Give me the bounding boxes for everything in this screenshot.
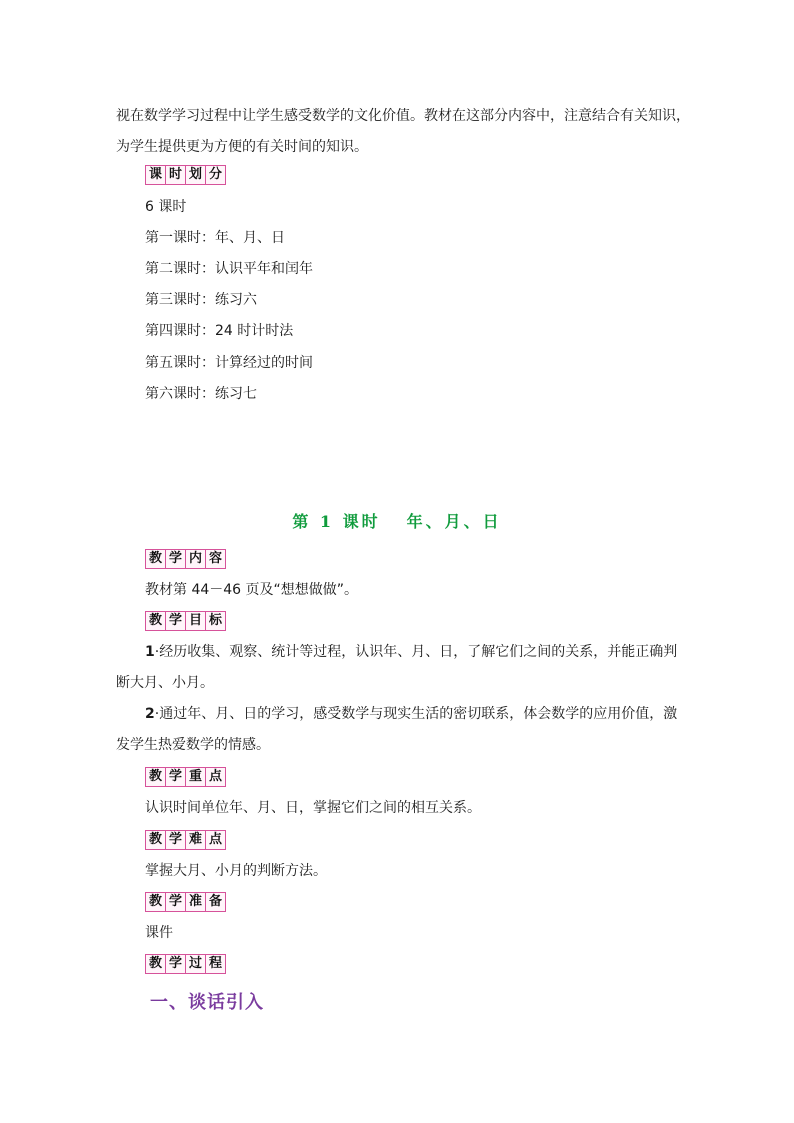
- schedule-lesson-4: 第四课时：24 时计时法: [145, 323, 294, 339]
- goal-1-line-1: 1·经历收集、观察、统计等过程，认识年、月、日，了解它们之间的关系，并能正确判: [145, 644, 678, 660]
- key-points-tag: 教 学 重 点: [145, 767, 226, 787]
- preparation-tag: 教 学 准 备: [145, 892, 226, 912]
- lesson-title-number: 第 1 课时: [292, 512, 381, 531]
- schedule-lesson-2: 第二课时：认识平年和闰年: [145, 261, 313, 277]
- difficulties-tag: 教 学 难 点: [145, 830, 226, 850]
- process-tag: 教 学 过 程: [145, 954, 226, 974]
- schedule-lesson-1: 第一课时：年、月、日: [145, 230, 285, 246]
- goal-2-line-1: 2·通过年、月、日的学习，感受数学与现实生活的密切联系，体会数学的应用价值，激: [145, 706, 678, 722]
- lesson-title-topic: 年、月、日: [406, 512, 502, 531]
- schedule-lesson-5: 第五课时：计算经过的时间: [145, 355, 313, 371]
- preparation-text: 课件: [145, 925, 173, 941]
- content-text: 教材第 44－46 页及“想想做做”。: [145, 582, 359, 598]
- goal-1-line-2: 断大月、小月。: [116, 675, 214, 691]
- key-points-text: 认识时间单位年、月、日，掌握它们之间的相互关系。: [145, 800, 481, 816]
- intro-line-1: 视在数学学习过程中让学生感受数学的文化价值。教材在这部分内容中，注意结合有关知识，: [116, 108, 690, 124]
- content-tag: 教 学 内 容: [145, 549, 226, 569]
- schedule-lesson-6: 第六课时：练习七: [145, 386, 257, 402]
- goals-tag: 教 学 目 标: [145, 611, 226, 631]
- lesson-title: [0, 509, 794, 532]
- schedule-total: 6 课时: [145, 199, 187, 215]
- goal-2-line-2: 发学生热爱数学的情感。: [116, 737, 270, 753]
- difficulties-text: 掌握大月、小月的判断方法。: [145, 863, 327, 879]
- intro-line-2: 为学生提供更为方便的有关时间的知识。: [116, 139, 368, 155]
- section-heading-intro: 一、谈话引入: [150, 992, 264, 1013]
- schedule-lesson-3: 第三课时：练习六: [145, 292, 257, 308]
- schedule-tag: 课 时 划 分: [145, 165, 226, 185]
